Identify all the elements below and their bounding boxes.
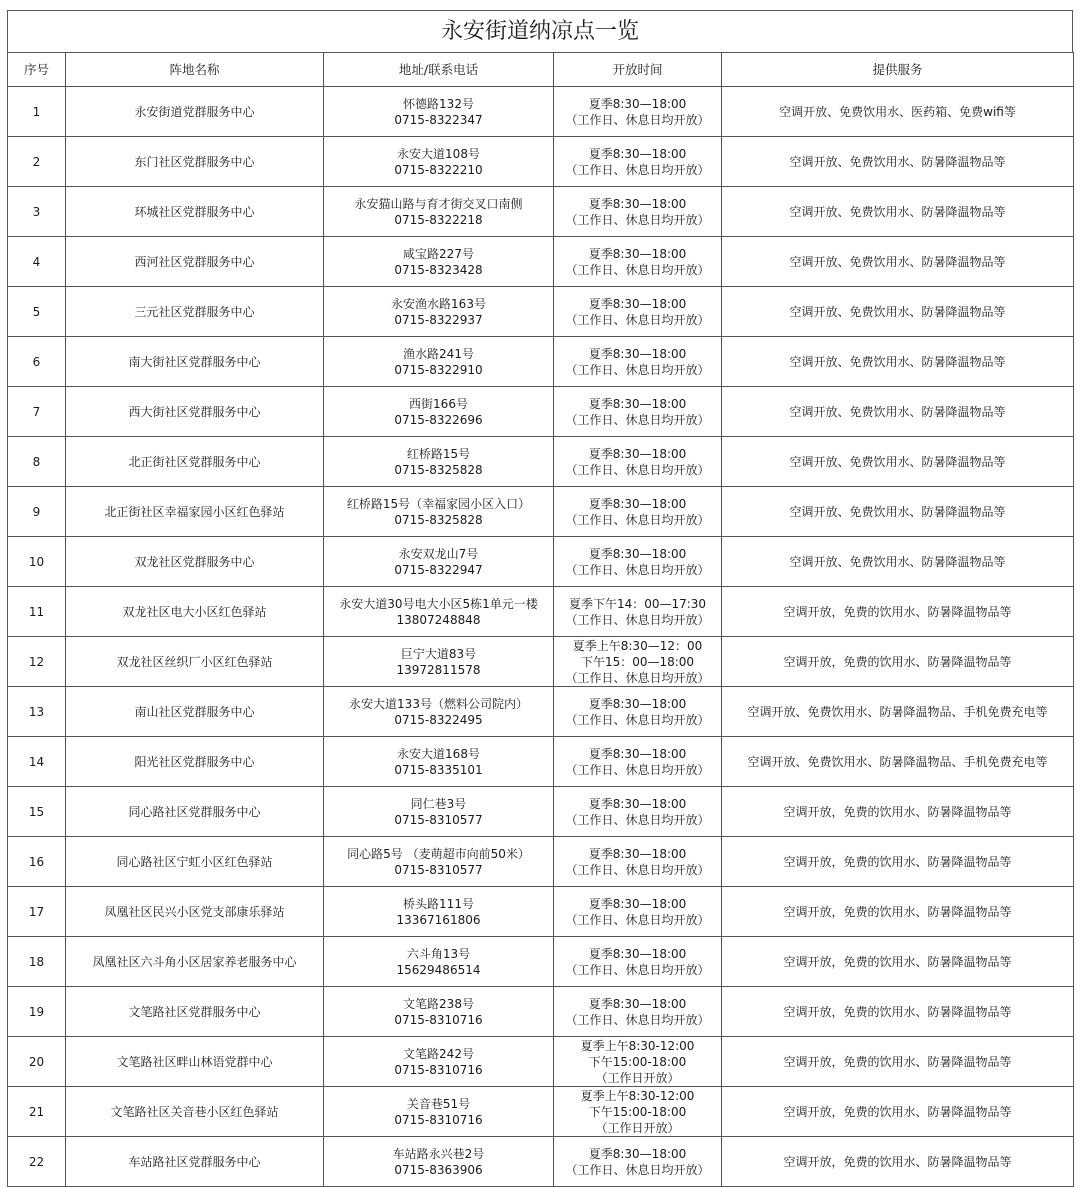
address-line: 0715-8322910 xyxy=(394,362,483,377)
table-row xyxy=(8,587,1074,637)
table-row xyxy=(8,637,1074,687)
address-phone xyxy=(324,187,554,237)
hours-line: 下午15:00-18:00 xyxy=(588,1104,687,1119)
address-line: 怀德路132号 xyxy=(403,96,474,111)
address-line: 0715-8310577 xyxy=(394,862,483,877)
hours-line: 夏季8:30—18:00 xyxy=(588,296,687,311)
document-title: 永安街道纳凉点一览 xyxy=(7,10,1073,52)
hours-line: （工作日、休息日均开放） xyxy=(565,512,710,527)
address-line: 0715-8310716 xyxy=(394,1012,483,1027)
address-line: 0715-8322947 xyxy=(394,562,483,577)
address-phone xyxy=(324,587,554,637)
row-number: 17 xyxy=(8,887,66,937)
site-name: 同心路社区党群服务中心 xyxy=(66,787,324,837)
hours-line: 夏季上午8:30-12:00 xyxy=(580,1038,695,1053)
address-line: 咸宝路227号 xyxy=(403,246,474,261)
address-line: 六斗角13号 xyxy=(406,946,471,961)
hours-line: 夏季8:30—18:00 xyxy=(588,246,687,261)
header-name: 阵地名称 xyxy=(66,53,324,87)
site-name: 双龙社区党群服务中心 xyxy=(66,537,324,587)
opening-hours xyxy=(554,237,722,287)
services: 空调开放，免费的饮用水、防暑降温物品等 xyxy=(722,887,1074,937)
address-phone xyxy=(324,1137,554,1187)
hours-line: 夏季8:30—18:00 xyxy=(588,546,687,561)
row-number: 9 xyxy=(8,487,66,537)
site-name: 车站路社区党群服务中心 xyxy=(66,1137,324,1187)
address-line: 13807248848 xyxy=(396,612,481,627)
services: 空调开放、免费饮用水、防暑降温物品、手机免费充电等 xyxy=(722,687,1074,737)
hours-line: （工作日、休息日均开放） xyxy=(565,1012,710,1027)
site-name: 环城社区党群服务中心 xyxy=(66,187,324,237)
table-row xyxy=(8,437,1074,487)
header-services: 提供服务 xyxy=(722,53,1074,87)
table-row xyxy=(8,737,1074,787)
address-phone xyxy=(324,87,554,137)
services: 空调开放、免费饮用水、防暑降温物品等 xyxy=(722,537,1074,587)
services: 空调开放，免费的饮用水、防暑降温物品等 xyxy=(722,637,1074,687)
hours-line: （工作日、休息日均开放） xyxy=(565,670,710,685)
hours-line: （工作日开放） xyxy=(595,1120,680,1135)
hours-line: 下午15：00—18:00 xyxy=(580,654,695,669)
hours-line: （工作日、休息日均开放） xyxy=(565,262,710,277)
row-number: 13 xyxy=(8,687,66,737)
table-row xyxy=(8,1087,1074,1137)
site-name: 文笔路社区党群服务中心 xyxy=(66,987,324,1037)
services: 空调开放、免费饮用水、防暑降温物品等 xyxy=(722,487,1074,537)
hours-line: 夏季8:30—18:00 xyxy=(588,146,687,161)
services: 空调开放、免费饮用水、防暑降温物品、手机免费充电等 xyxy=(722,737,1074,787)
opening-hours xyxy=(554,137,722,187)
cooling-points-sheet xyxy=(7,10,1073,1187)
row-number: 4 xyxy=(8,237,66,287)
services: 空调开放、免费饮用水、防暑降温物品等 xyxy=(722,337,1074,387)
hours-line: 下午15:00-18:00 xyxy=(588,1054,687,1069)
address-phone xyxy=(324,287,554,337)
opening-hours xyxy=(554,1087,722,1137)
address-line: 西街166号 xyxy=(409,396,468,411)
services: 空调开放，免费的饮用水、防暑降温物品等 xyxy=(722,587,1074,637)
row-number: 18 xyxy=(8,937,66,987)
site-name: 南山社区党群服务中心 xyxy=(66,687,324,737)
opening-hours xyxy=(554,687,722,737)
table-row xyxy=(8,1037,1074,1087)
services: 空调开放，免费的饮用水、防暑降温物品等 xyxy=(722,1037,1074,1087)
hours-line: （工作日、休息日均开放） xyxy=(565,212,710,227)
table-row xyxy=(8,687,1074,737)
row-number: 11 xyxy=(8,587,66,637)
row-number: 2 xyxy=(8,137,66,187)
opening-hours xyxy=(554,537,722,587)
site-name: 阳光社区党群服务中心 xyxy=(66,737,324,787)
row-number: 20 xyxy=(8,1037,66,1087)
site-name: 凤凰社区民兴小区党支部康乐驿站 xyxy=(66,887,324,937)
hours-line: 夏季8:30—18:00 xyxy=(588,346,687,361)
hours-line: 夏季8:30—18:00 xyxy=(588,696,687,711)
row-number: 19 xyxy=(8,987,66,1037)
services: 空调开放，免费的饮用水、防暑降温物品等 xyxy=(722,787,1074,837)
hours-line: 夏季8:30—18:00 xyxy=(588,996,687,1011)
opening-hours xyxy=(554,87,722,137)
table-row xyxy=(8,187,1074,237)
address-line: 0715-8322937 xyxy=(394,312,483,327)
opening-hours xyxy=(554,637,722,687)
opening-hours xyxy=(554,1037,722,1087)
site-name: 双龙社区电大小区红色驿站 xyxy=(66,587,324,637)
address-phone xyxy=(324,487,554,537)
hours-line: 夏季8:30—18:00 xyxy=(588,896,687,911)
hours-line: （工作日、休息日均开放） xyxy=(565,112,710,127)
address-line: 永安大道168号 xyxy=(397,746,480,761)
hours-line: （工作日、休息日均开放） xyxy=(565,462,710,477)
hours-line: （工作日、休息日均开放） xyxy=(565,312,710,327)
address-phone xyxy=(324,337,554,387)
address-line: 13367161806 xyxy=(396,912,481,927)
opening-hours xyxy=(554,437,722,487)
row-number: 21 xyxy=(8,1087,66,1137)
opening-hours xyxy=(554,987,722,1037)
services: 空调开放、免费饮用水、医药箱、免费wifi等 xyxy=(722,87,1074,137)
hours-line: 夏季8:30—18:00 xyxy=(588,946,687,961)
opening-hours xyxy=(554,787,722,837)
address-line: 永安大道133号（燃料公司院内） xyxy=(349,696,528,711)
address-phone xyxy=(324,1087,554,1137)
services: 空调开放，免费的饮用水、防暑降温物品等 xyxy=(722,1137,1074,1187)
address-line: 同仁巷3号 xyxy=(410,796,467,811)
site-name: 三元社区党群服务中心 xyxy=(66,287,324,337)
table-row xyxy=(8,1137,1074,1187)
address-line: 0715-8322210 xyxy=(394,162,483,177)
hours-line: 夏季8:30—18:00 xyxy=(588,496,687,511)
opening-hours xyxy=(554,587,722,637)
address-line: 红桥路15号 xyxy=(406,446,471,461)
site-name: 凤凰社区六斗角小区居家养老服务中心 xyxy=(66,937,324,987)
hours-line: （工作日、休息日均开放） xyxy=(565,912,710,927)
header-hours: 开放时间 xyxy=(554,53,722,87)
address-line: 0715-8323428 xyxy=(394,262,483,277)
hours-line: （工作日、休息日均开放） xyxy=(565,362,710,377)
site-name: 永安街道党群服务中心 xyxy=(66,87,324,137)
hours-line: （工作日、休息日均开放） xyxy=(565,412,710,427)
opening-hours xyxy=(554,287,722,337)
address-phone xyxy=(324,737,554,787)
hours-line: （工作日、休息日均开放） xyxy=(565,612,710,627)
services: 空调开放，免费的饮用水、防暑降温物品等 xyxy=(722,937,1074,987)
table-row xyxy=(8,537,1074,587)
address-phone xyxy=(324,387,554,437)
address-phone xyxy=(324,887,554,937)
address-line: 文笔路242号 xyxy=(403,1046,474,1061)
header-address: 地址/联系电话 xyxy=(324,53,554,87)
address-line: 0715-8310577 xyxy=(394,812,483,827)
row-number: 8 xyxy=(8,437,66,487)
hours-line: （工作日开放） xyxy=(595,1070,680,1085)
address-line: 同心路5号 （麦萌超市向前50米） xyxy=(347,846,530,861)
services: 空调开放、免费饮用水、防暑降温物品等 xyxy=(722,187,1074,237)
address-line: 0715-8310716 xyxy=(394,1062,483,1077)
address-line: 0715-8322495 xyxy=(394,712,483,727)
row-number: 3 xyxy=(8,187,66,237)
address-line: 0715-8335101 xyxy=(394,762,483,777)
address-line: 关音巷51号 xyxy=(406,1096,471,1111)
address-line: 0715-8325828 xyxy=(394,462,483,477)
address-phone xyxy=(324,687,554,737)
row-number: 16 xyxy=(8,837,66,887)
table-row xyxy=(8,237,1074,287)
address-phone xyxy=(324,137,554,187)
row-number: 14 xyxy=(8,737,66,787)
address-phone xyxy=(324,237,554,287)
address-line: 车站路永兴巷2号 xyxy=(392,1146,485,1161)
site-name: 北正街社区幸福家园小区红色驿站 xyxy=(66,487,324,537)
address-line: 0715-8322347 xyxy=(394,112,483,127)
address-line: 巨宁大道83号 xyxy=(400,646,477,661)
row-number: 12 xyxy=(8,637,66,687)
table-row xyxy=(8,287,1074,337)
hours-line: （工作日、休息日均开放） xyxy=(565,812,710,827)
opening-hours xyxy=(554,837,722,887)
address-line: 红桥路15号（幸福家园小区入口） xyxy=(346,496,531,511)
address-phone xyxy=(324,537,554,587)
hours-line: 夏季8:30—18:00 xyxy=(588,796,687,811)
table-row xyxy=(8,387,1074,437)
row-number: 5 xyxy=(8,287,66,337)
hours-line: 夏季8:30—18:00 xyxy=(588,746,687,761)
services: 空调开放，免费的饮用水、防暑降温物品等 xyxy=(722,837,1074,887)
site-name: 西大街社区党群服务中心 xyxy=(66,387,324,437)
address-phone xyxy=(324,837,554,887)
address-line: 桥头路111号 xyxy=(403,896,474,911)
hours-line: 夏季8:30—18:00 xyxy=(588,846,687,861)
table-row xyxy=(8,487,1074,537)
hours-line: （工作日、休息日均开放） xyxy=(565,862,710,877)
hours-line: （工作日、休息日均开放） xyxy=(565,162,710,177)
row-number: 22 xyxy=(8,1137,66,1187)
address-phone xyxy=(324,637,554,687)
site-name: 东门社区党群服务中心 xyxy=(66,137,324,187)
address-phone xyxy=(324,1037,554,1087)
hours-line: 夏季上午8:30-12:00 xyxy=(580,1088,695,1103)
hours-line: 夏季8:30—18:00 xyxy=(588,446,687,461)
address-phone xyxy=(324,437,554,487)
services: 空调开放，免费的饮用水、防暑降温物品等 xyxy=(722,987,1074,1037)
address-line: 永安渔水路163号 xyxy=(391,296,486,311)
address-line: 15629486514 xyxy=(396,962,481,977)
address-phone xyxy=(324,937,554,987)
opening-hours xyxy=(554,187,722,237)
opening-hours xyxy=(554,887,722,937)
hours-line: 夏季8:30—18:00 xyxy=(588,1146,687,1161)
opening-hours xyxy=(554,1137,722,1187)
row-number: 7 xyxy=(8,387,66,437)
table-row xyxy=(8,337,1074,387)
address-line: 0715-8363906 xyxy=(394,1162,483,1177)
table-row xyxy=(8,987,1074,1037)
opening-hours xyxy=(554,337,722,387)
site-name: 同心路社区宁虹小区红色驿站 xyxy=(66,837,324,887)
site-name: 南大街社区党群服务中心 xyxy=(66,337,324,387)
services: 空调开放、免费饮用水、防暑降温物品等 xyxy=(722,287,1074,337)
hours-line: （工作日、休息日均开放） xyxy=(565,712,710,727)
site-name: 北正街社区党群服务中心 xyxy=(66,437,324,487)
hours-line: （工作日、休息日均开放） xyxy=(565,962,710,977)
table-row xyxy=(8,887,1074,937)
address-line: 13972811578 xyxy=(396,662,481,677)
address-line: 0715-8322218 xyxy=(394,212,483,227)
row-number: 6 xyxy=(8,337,66,387)
hours-line: （工作日、休息日均开放） xyxy=(565,762,710,777)
table-row xyxy=(8,937,1074,987)
opening-hours xyxy=(554,737,722,787)
table-row xyxy=(8,837,1074,887)
header-no: 序号 xyxy=(8,53,66,87)
address-line: 渔水路241号 xyxy=(403,346,474,361)
hours-line: 夏季下午14：00—17:30 xyxy=(568,596,707,611)
services: 空调开放、免费饮用水、防暑降温物品等 xyxy=(722,137,1074,187)
address-line: 0715-8322696 xyxy=(394,412,483,427)
opening-hours xyxy=(554,487,722,537)
address-line: 0715-8310716 xyxy=(394,1112,483,1127)
services: 空调开放、免费饮用水、防暑降温物品等 xyxy=(722,437,1074,487)
services: 空调开放、免费饮用水、防暑降温物品等 xyxy=(722,387,1074,437)
site-name: 西河社区党群服务中心 xyxy=(66,237,324,287)
hours-line: 夏季上午8:30—12：00 xyxy=(572,638,703,653)
address-line: 永安猫山路与育才街交叉口南侧 xyxy=(354,196,523,211)
row-number: 10 xyxy=(8,537,66,587)
table-row xyxy=(8,137,1074,187)
hours-line: 夏季8:30—18:00 xyxy=(588,396,687,411)
address-line: 永安大道30号电大小区5栋1单元一楼 xyxy=(339,596,538,611)
address-phone xyxy=(324,787,554,837)
table-row xyxy=(8,787,1074,837)
site-name: 文笔路社区关音巷小区红色驿站 xyxy=(66,1087,324,1137)
address-line: 永安大道108号 xyxy=(397,146,480,161)
services: 空调开放、免费饮用水、防暑降温物品等 xyxy=(722,237,1074,287)
row-number: 1 xyxy=(8,87,66,137)
address-line: 文笔路238号 xyxy=(403,996,474,1011)
address-phone xyxy=(324,987,554,1037)
header-row xyxy=(8,53,1074,87)
site-name: 双龙社区丝织厂小区红色驿站 xyxy=(66,637,324,687)
address-line: 永安双龙山7号 xyxy=(398,546,479,561)
services: 空调开放，免费的饮用水、防暑降温物品等 xyxy=(722,1087,1074,1137)
table-row xyxy=(8,87,1074,137)
address-line: 0715-8325828 xyxy=(394,512,483,527)
hours-line: （工作日、休息日均开放） xyxy=(565,1162,710,1177)
cooling-points-table xyxy=(7,52,1074,1187)
hours-line: 夏季8:30—18:00 xyxy=(588,196,687,211)
site-name: 文笔路社区畔山林语党群中心 xyxy=(66,1037,324,1087)
hours-line: （工作日、休息日均开放） xyxy=(565,562,710,577)
opening-hours xyxy=(554,937,722,987)
opening-hours xyxy=(554,387,722,437)
hours-line: 夏季8:30—18:00 xyxy=(588,96,687,111)
row-number: 15 xyxy=(8,787,66,837)
